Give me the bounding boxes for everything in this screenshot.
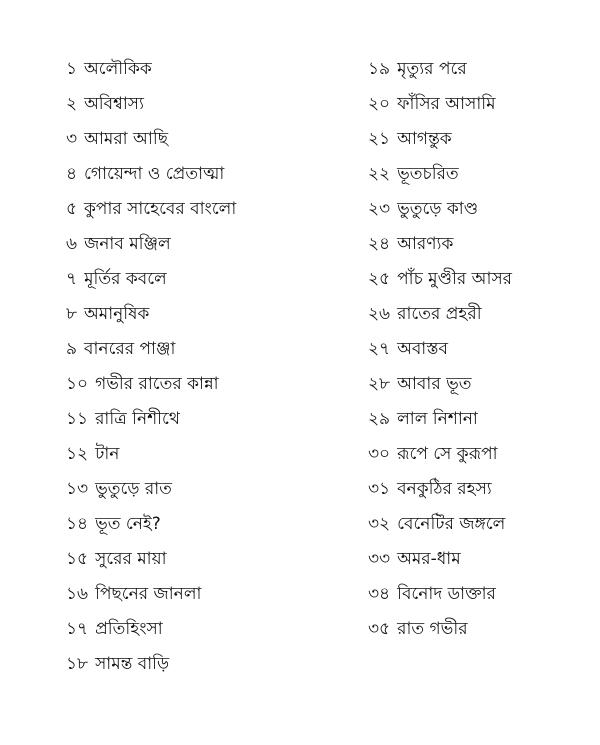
entry-number: ১ [66, 59, 78, 79]
entry-number: ১১ [66, 409, 89, 429]
entry-title: মৃত্যুর পরে [397, 59, 467, 79]
contents-entry [368, 297, 578, 332]
contents-entry [66, 262, 356, 297]
entry-number: ১৮ [66, 654, 89, 674]
entry-title: ভূত নেই? [95, 514, 161, 534]
entry-number: ২৩ [368, 199, 391, 219]
entry-title: আগন্তুক [397, 129, 452, 149]
entry-title: আমরা আছি [84, 129, 169, 149]
entry-number: ২২ [368, 164, 391, 184]
contents-right-column [368, 52, 578, 647]
contents-entry [66, 367, 356, 402]
entry-title: অলৌকিক [84, 59, 152, 79]
contents-entry [66, 507, 356, 542]
entry-number: ৩৩ [368, 549, 391, 569]
entry-number: ১৭ [66, 619, 89, 639]
entry-number: ২১ [368, 129, 391, 149]
contents-entry [66, 122, 356, 157]
contents-entry [66, 52, 356, 87]
contents-entry [66, 227, 356, 262]
entry-title: রাত্রি নিশীথে [95, 409, 180, 429]
entry-title: জনাব মঞ্জিল [84, 234, 171, 254]
entry-number: ৩২ [368, 514, 391, 534]
entry-title: অবাস্তব [397, 339, 448, 359]
contents-entry [368, 157, 578, 192]
contents-entry [66, 647, 356, 682]
contents-entry [368, 402, 578, 437]
entry-title: বনকুঠির রহস্য [397, 479, 492, 499]
contents-entry [368, 227, 578, 262]
contents-entry [368, 332, 578, 367]
contents-entry [368, 87, 578, 122]
contents-entry [368, 262, 578, 297]
entry-number: ১৬ [66, 584, 89, 604]
entry-number: ৩১ [368, 479, 391, 499]
entry-title: গভীর রাতের কান্না [95, 374, 219, 394]
entry-title: ফাঁসির আসামি [397, 94, 496, 114]
entry-title: রাতের প্রহরী [397, 304, 482, 324]
contents-entry [66, 577, 356, 612]
contents-entry [66, 332, 356, 367]
contents-entry [66, 472, 356, 507]
entry-number: ২ [66, 94, 78, 114]
entry-number: ২০ [368, 94, 391, 114]
contents-entry [66, 157, 356, 192]
entry-title: মূর্তির কবলে [84, 269, 167, 289]
contents-left-column [66, 52, 356, 682]
entry-number: ৮ [66, 304, 78, 324]
entry-number: ৩৫ [368, 619, 391, 639]
entry-number: ১২ [66, 444, 89, 464]
contents-entry [368, 192, 578, 227]
contents-entry [66, 192, 356, 227]
entry-title: রূপে সে কুরূপা [397, 444, 498, 464]
entry-number: ৩০ [368, 444, 391, 464]
entry-title: ভুতুড়ে রাত [95, 479, 172, 499]
contents-entry [368, 612, 578, 647]
entry-title: ভূতচরিত [397, 164, 459, 184]
contents-entry [368, 507, 578, 542]
contents-entry [368, 122, 578, 157]
entry-number: ২৪ [368, 234, 391, 254]
entry-title: অমানুষিক [84, 304, 150, 324]
entry-number: ৪ [66, 164, 78, 184]
entry-title: প্রতিহিংসা [95, 619, 163, 639]
entry-title: অমর-ধাম [397, 549, 461, 569]
contents-entry [66, 87, 356, 122]
entry-number: ১০ [66, 374, 89, 394]
contents-entry [368, 577, 578, 612]
entry-number: ১৪ [66, 514, 89, 534]
contents-entry [368, 367, 578, 402]
entry-title: বিনোদ ডাক্তার [397, 584, 496, 604]
entry-title: টান [95, 444, 120, 464]
contents-entry [368, 472, 578, 507]
contents-entry [368, 52, 578, 87]
entry-number: ২৭ [368, 339, 391, 359]
entry-number: ৯ [66, 339, 78, 359]
contents-entry [66, 612, 356, 647]
entry-title: অবিশ্বাস্য [84, 94, 144, 114]
entry-title: আবার ভূত [397, 374, 472, 394]
entry-title: সুরের মায়া [95, 549, 167, 569]
entry-title: বেনেটির জঙ্গলে [397, 514, 506, 534]
entry-number: ২৯ [368, 409, 391, 429]
contents-entry [66, 402, 356, 437]
entry-title: পাঁচ মুণ্ডীর আসর [397, 269, 513, 289]
entry-title: কুপার সাহেবের বাংলো [84, 199, 237, 219]
contents-entry [368, 542, 578, 577]
entry-title: রাত গভীর [397, 619, 468, 639]
entry-number: ৩ [66, 129, 78, 149]
entry-number: ৩৪ [368, 584, 391, 604]
entry-title: ভুতুড়ে কাণ্ড [397, 199, 479, 219]
entry-title: বানরের পাঞ্জা [84, 339, 176, 359]
entry-title: সামন্ত বাড়ি [95, 654, 170, 674]
entry-number: ২৮ [368, 374, 391, 394]
contents-entry [66, 542, 356, 577]
entry-number: ৭ [66, 269, 78, 289]
contents-entry [368, 437, 578, 472]
entry-title: লাল নিশানা [397, 409, 478, 429]
entry-number: ২৫ [368, 269, 391, 289]
entry-number: ৬ [66, 234, 78, 254]
entry-number: ৫ [66, 199, 78, 219]
entry-number: ১৩ [66, 479, 89, 499]
entry-title: আরণ্যক [397, 234, 454, 254]
contents-entry [66, 297, 356, 332]
entry-title: পিছনের জানলা [95, 584, 202, 604]
entry-number: ২৬ [368, 304, 391, 324]
entry-title: গোয়েন্দা ও প্রেতাত্মা [84, 164, 225, 184]
entry-number: ১৯ [368, 59, 391, 79]
contents-entry [66, 437, 356, 472]
entry-number: ১৫ [66, 549, 89, 569]
